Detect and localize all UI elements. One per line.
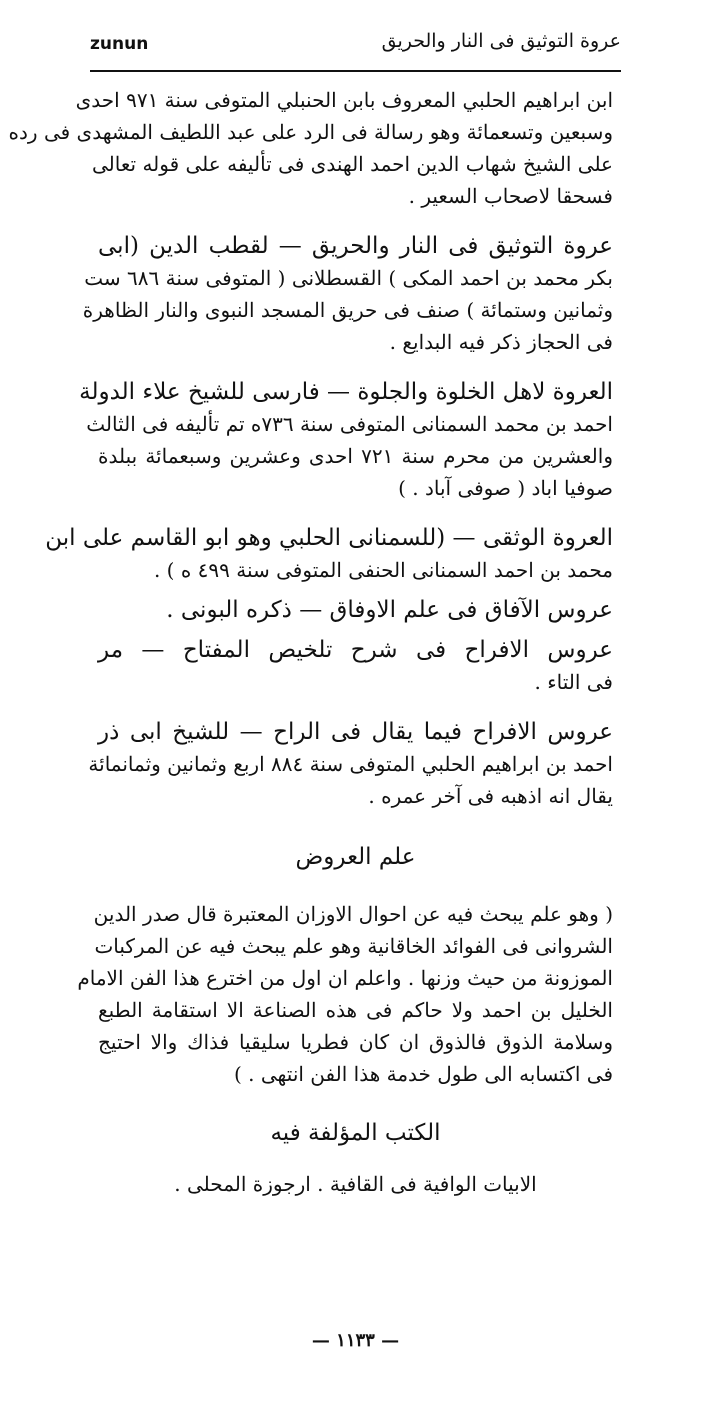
entry-line: احمد بن ابراهيم الحلبي المتوفى سنة ٨٨٤ اربع وثمانين وثمانمائة <box>88 752 613 776</box>
header-rule <box>90 70 621 72</box>
entry-heading-line: عروة التوثيق فى النار والحريق — لقطب الدين (ابى <box>98 233 613 259</box>
section-line: ( وهو علم يبحث فيه عن احوال الاوزان المعتبرة قال صدر الدين <box>93 902 613 926</box>
section-line: وسلامة الذوق فالذوق ان كان فطريا سليقيا فذاك والا احتيج <box>98 1030 613 1054</box>
running-title: عروة التوثيق فى النار والحريق <box>381 30 621 52</box>
section-title: علم العروض <box>295 844 416 870</box>
entry-line: والعشرين من محرم سنة ٧٢١ احدى وعشرين وسبعمائة ببلدة <box>98 444 613 468</box>
entry-heading-line: العروة لاهل الخلوة والجلوة — فارسى للشيخ علاء الدولة <box>79 379 613 405</box>
entry-3 <box>79 376 613 504</box>
section-line: الشروانى فى الفوائد الخاقانية وهو علم يبحث فيه عن المركبات <box>94 934 613 958</box>
section-line: الخليل بن احمد ولا حاكم فى هذه الصناعة الا استقامة الطبع <box>98 998 613 1022</box>
entry-line: صوفيا اباد ( صوفى آباد . ) <box>398 476 613 500</box>
page-header <box>90 30 621 62</box>
site-label: zunun <box>90 34 149 54</box>
entry-line: احمد بن محمد السمنانى المتوفى سنة ٧٣٦ه تم تأليفه فى الثالث <box>86 412 613 436</box>
entry-line: وسبعين وتسعمائة وهو رسالة فى الرد على عبد اللطيف المشهدى فى رده <box>8 120 613 144</box>
entry-heading-line: عروس الافراح فى شرح تلخيص المفتاح — مر <box>98 637 613 663</box>
entry-1 <box>8 84 613 212</box>
entry-5 <box>98 594 613 626</box>
entry-line: ابن ابراهيم الحلبي المعروف بابن الحنبلي المتوفى سنة ٩٧١ احدى <box>75 88 613 112</box>
entry-line: بكر محمد بن احمد المكى ) القسطلانى ( المتوفى سنة ٦٨٦ ست <box>84 266 613 290</box>
entry-line: يقال انه اذهبه فى آخر عمره . <box>368 784 613 808</box>
entry-4 <box>45 522 613 586</box>
entry-heading-line: العروة الوثقى — (للسمنانى الحلبي وهو ابو القاسم على ابن <box>45 525 613 551</box>
entry-2 <box>82 230 613 358</box>
entry-7 <box>88 716 613 812</box>
page-body <box>8 84 613 1200</box>
books-line: الابيات الوافية فى القافية . ارجوزة المحلى . <box>174 1172 537 1196</box>
entry-line: فى الحجاز ذكر فيه البدايع . <box>389 330 613 354</box>
entry-6 <box>98 634 613 698</box>
section-line: الموزونة من حيث وزنها . واعلم ان اول من اخترع هذا الفن الامام <box>77 966 613 990</box>
entry-line: فى التاء . <box>534 670 613 694</box>
entry-line: فسحقا لاصحاب السعير . <box>408 184 613 208</box>
page-number: — ١١٣٣ — <box>311 1330 400 1351</box>
entry-line: وثمانين وستمائة ) صنف فى حريق المسجد النبوى والنار الظاهرة <box>82 298 613 322</box>
entry-line: على الشيخ شهاب الدين احمد الهندى فى تأليفه على قوله تعالى <box>92 152 613 176</box>
section-line: فى اكتسابه الى طول خدمة هذا الفن انتهى . ) <box>234 1062 613 1086</box>
entry-heading-line: عروس الافراح فيما يقال فى الراح — للشيخ ابى ذر <box>98 719 613 745</box>
books-title: الكتب المؤلفة فيه <box>270 1120 441 1146</box>
entry-heading-line: عروس الآفاق فى علم الاوفاق — ذكره البونى . <box>166 597 613 623</box>
section-text <box>77 898 613 1090</box>
entry-line: محمد بن احمد السمنانى الحنفى المتوفى سنة ٤٩٩ ه ) . <box>153 558 613 582</box>
